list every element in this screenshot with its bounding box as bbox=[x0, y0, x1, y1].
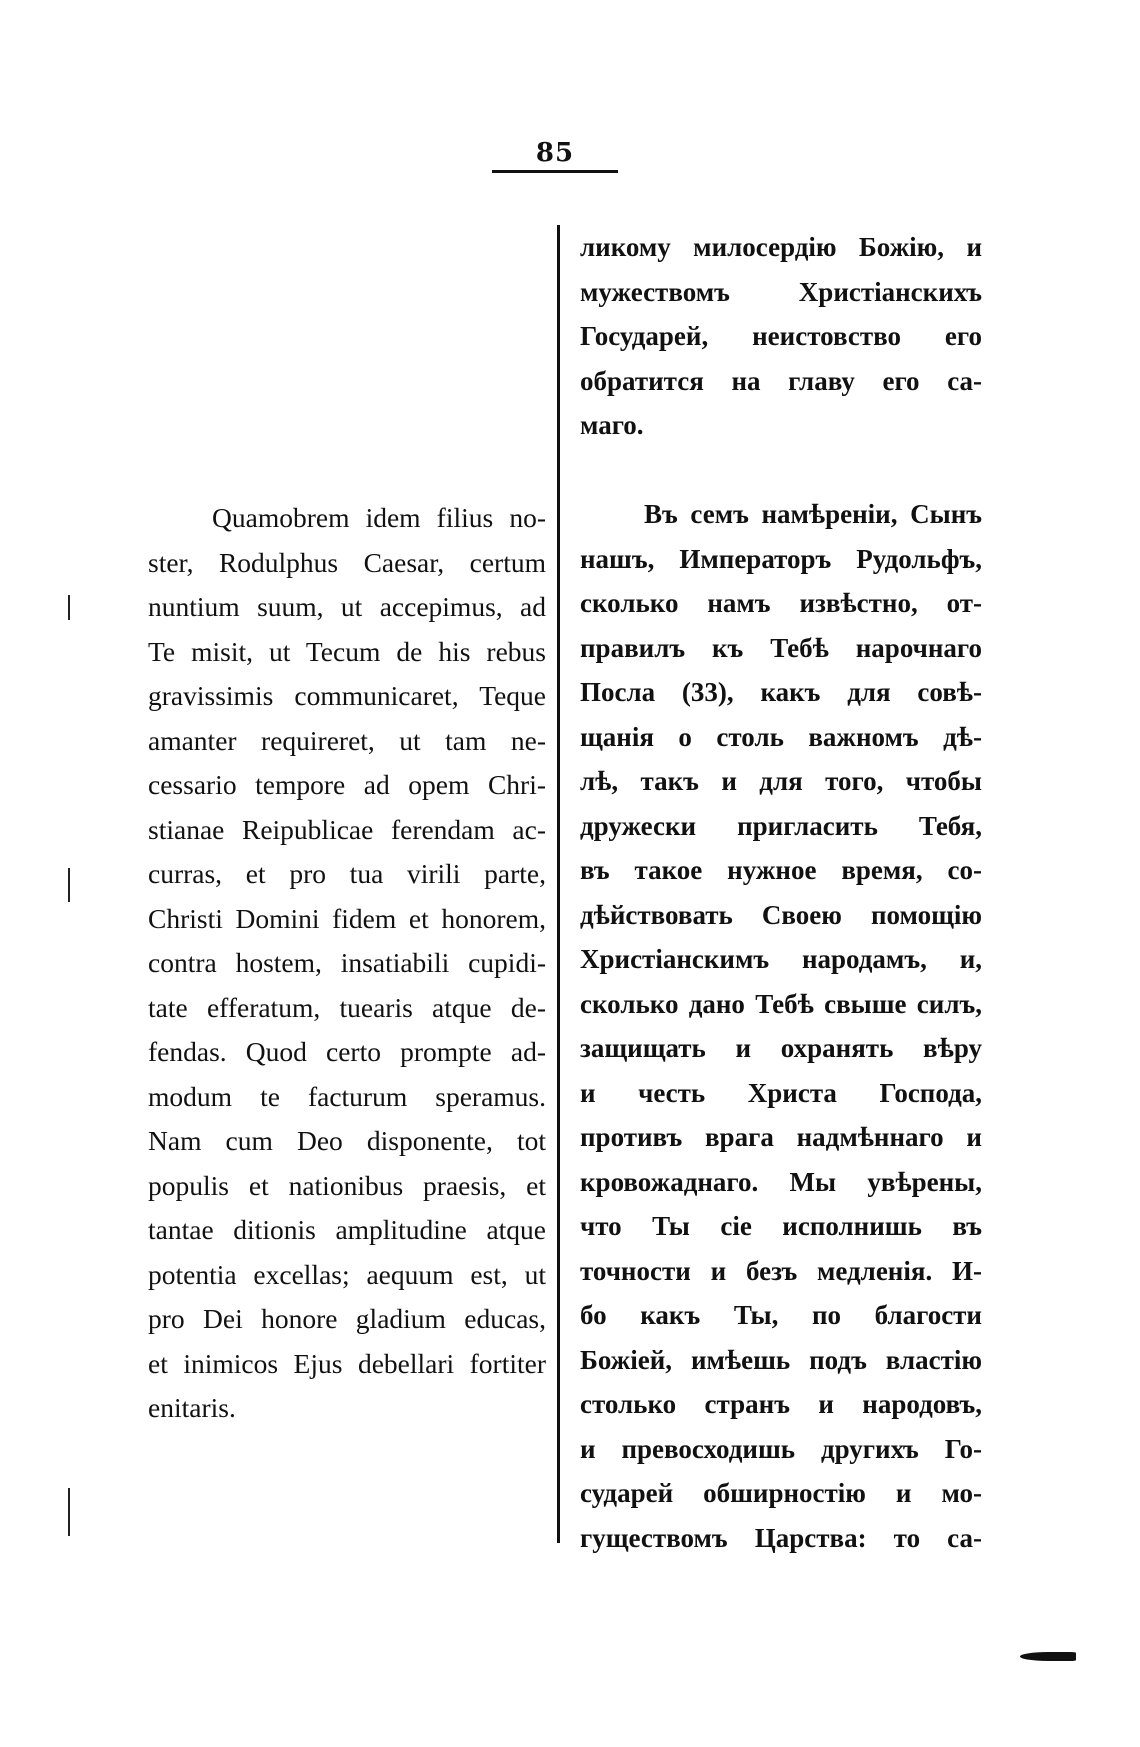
latin-line: stianae Reipublicae ferendam ac- bbox=[148, 813, 546, 845]
russian-line: что Ты сіе исполнишь въ bbox=[580, 1211, 982, 1241]
latin-line: ster, Rodulphus Caesar, certum bbox=[148, 546, 546, 578]
russian-continuation-column bbox=[580, 225, 982, 448]
page-number: 85 bbox=[535, 138, 575, 168]
latin-line: enitaris. bbox=[148, 1392, 236, 1423]
russian-line: Государей, неистовство его bbox=[580, 321, 982, 351]
header-rule bbox=[492, 170, 618, 173]
latin-line: curras, et pro tua virili parte, bbox=[148, 858, 546, 889]
column-divider bbox=[557, 225, 560, 1543]
russian-line: защищать и охранять вѣру bbox=[580, 1033, 982, 1063]
russian-line: правилъ къ Тебѣ нарочнаго bbox=[580, 632, 982, 663]
latin-line: modum te facturum speramus. bbox=[148, 1080, 546, 1112]
russian-line: Посла (33), какъ для совѣ- bbox=[580, 677, 982, 707]
latin-line: Quamobrem idem filius no- bbox=[212, 502, 546, 533]
latin-line: Nam cum Deo disponente, tot bbox=[148, 1125, 546, 1156]
russian-line: Божіей, имѣешь подъ властію bbox=[580, 1344, 982, 1375]
latin-line: potentia excellas; aequum est, ut bbox=[148, 1258, 546, 1290]
latin-line: contra hostem, insatiabili cupidi- bbox=[148, 947, 546, 978]
margin-mark bbox=[68, 1488, 70, 1536]
russian-line: и честь Христа Господа, bbox=[580, 1077, 982, 1108]
russian-line: дѣйствовать Своею помощію bbox=[580, 899, 982, 930]
latin-line: Te misit, ut Tecum de his rebus bbox=[148, 635, 546, 667]
russian-line: Въ семъ намѣреніи, Сынъ bbox=[644, 499, 982, 529]
russian-line: нашъ, Императоръ Рудольфъ, bbox=[580, 543, 982, 574]
russian-line: и превосходишь другихъ Го- bbox=[580, 1433, 982, 1464]
margin-mark bbox=[68, 595, 70, 620]
latin-column bbox=[148, 496, 546, 1431]
russian-line: мужествомъ Христіанскихъ bbox=[580, 276, 982, 307]
latin-line: Christi Domini fidem et honorem, bbox=[148, 902, 546, 934]
russian-line: обратится на главу его са- bbox=[580, 365, 982, 396]
latin-line: amanter requireret, ut tam ne- bbox=[148, 724, 546, 756]
latin-line: fendas. Quod certo prompte ad- bbox=[148, 1036, 546, 1067]
russian-line: гуществомъ Царства: то са- bbox=[580, 1522, 982, 1553]
russian-line: дружески пригласить Тебя, bbox=[580, 810, 982, 841]
latin-line: tantae ditionis amplitudine atque bbox=[148, 1214, 546, 1245]
russian-line: лѣ, такъ и для того, чтобы bbox=[580, 766, 982, 796]
latin-line: pro Dei honore gladium educas, bbox=[148, 1303, 546, 1334]
russian-line: точности и безъ медленія. И- bbox=[580, 1255, 982, 1286]
russian-line: столько странъ и народовъ, bbox=[580, 1389, 982, 1419]
russian-line: Христіанскимъ народамъ, и, bbox=[580, 944, 982, 974]
latin-line: et inimicos Ejus debellari fortiter bbox=[148, 1347, 546, 1379]
russian-line: сколько дано Тебѣ свыше силъ, bbox=[580, 988, 982, 1019]
russian-line: кровожаднаго. Мы увѣрены, bbox=[580, 1166, 982, 1197]
russian-line: ликому милосердію Божію, и bbox=[580, 232, 982, 262]
russian-line: въ такое нужное время, со- bbox=[580, 855, 982, 885]
latin-line: populis et nationibus praesis, et bbox=[148, 1169, 546, 1201]
latin-line: cessario tempore ad opem Chri- bbox=[148, 769, 546, 800]
ink-smudge bbox=[1020, 1652, 1076, 1661]
russian-line: сколько намъ извѣстно, от- bbox=[580, 588, 982, 618]
russian-line: щанія о столь важномъ дѣ- bbox=[580, 721, 982, 752]
latin-line: tate efferatum, tuearis atque de- bbox=[148, 991, 546, 1023]
russian-line: маго. bbox=[580, 410, 644, 440]
russian-line: противъ врага надмѣннаго и bbox=[580, 1122, 982, 1152]
latin-line: nuntium suum, ut accepimus, ad bbox=[148, 591, 546, 622]
russian-column bbox=[580, 492, 982, 1560]
russian-line: сударей обширностію и мо- bbox=[580, 1478, 982, 1508]
russian-line: бо какъ Ты, по благости bbox=[580, 1300, 982, 1330]
margin-mark bbox=[68, 868, 70, 902]
latin-line: gravissimis communicaret, Teque bbox=[148, 680, 546, 711]
